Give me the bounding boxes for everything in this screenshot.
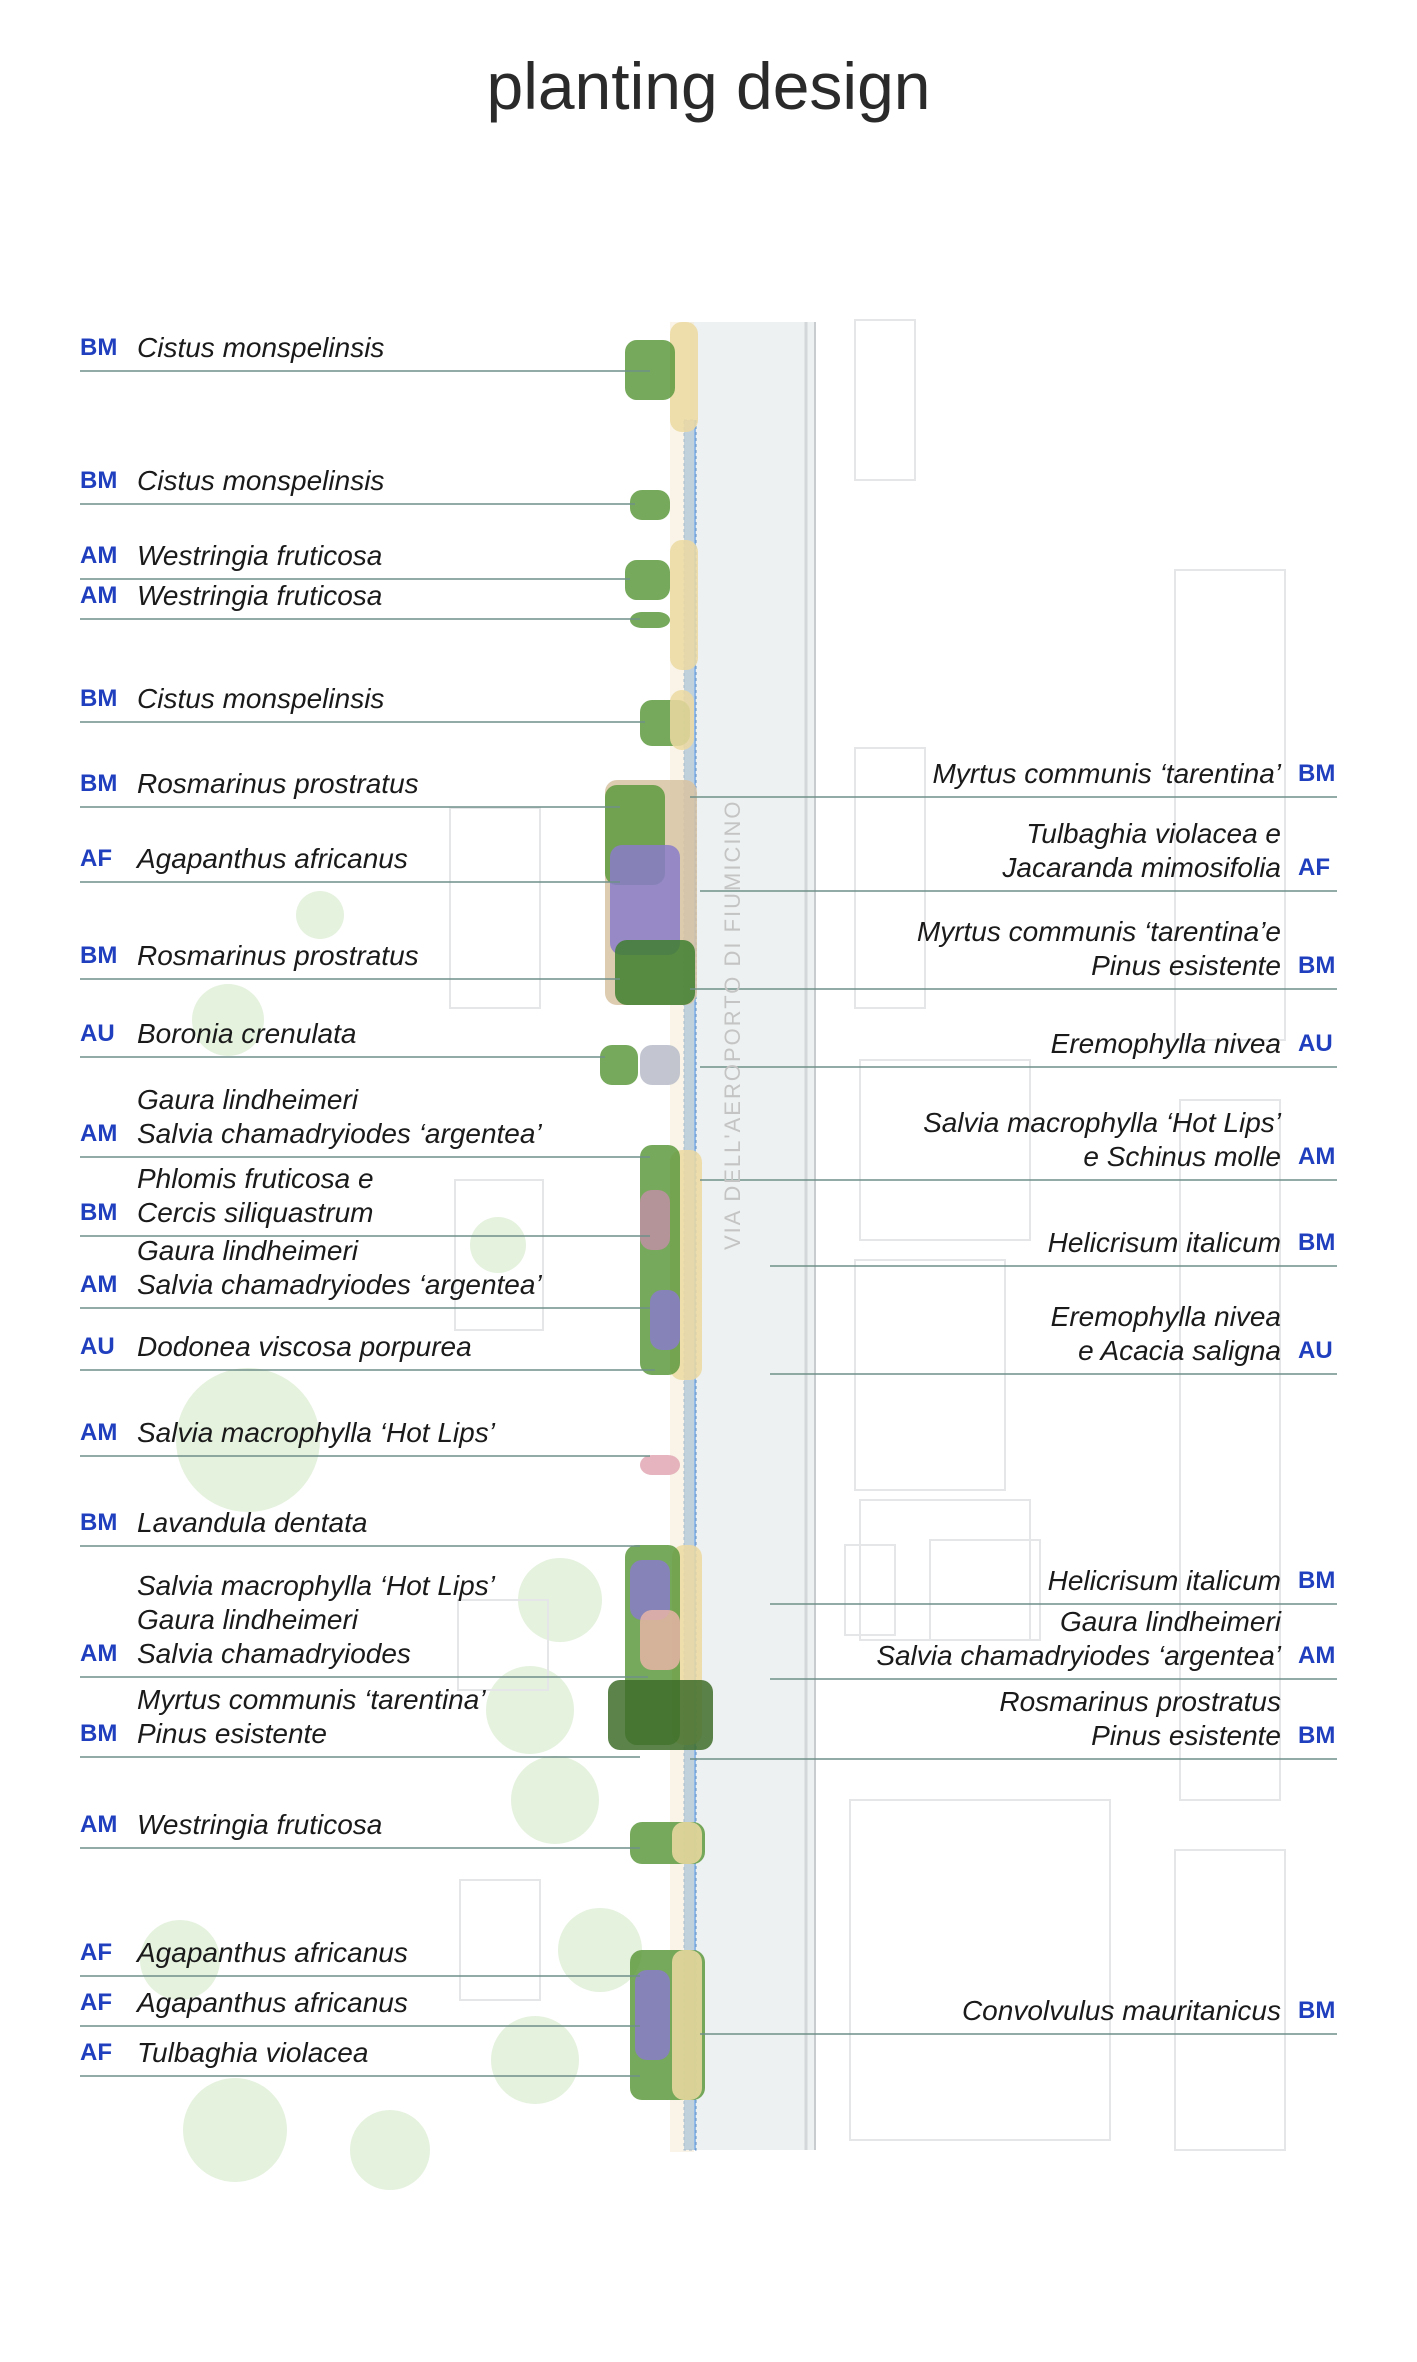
planting-bed [672,1822,702,1864]
plant-name-right: e Acacia saligna [1078,1335,1281,1366]
plant-name-right: Myrtus communis ‘tarentina’e [916,916,1281,947]
planting-code-left: BM [80,1199,118,1226]
plant-name-left: Westringia fruticosa [137,580,383,611]
planting-code-right: BM [1298,1567,1336,1594]
plant-name-right: Salvia chamadryiodes ‘argentea’ [876,1640,1281,1671]
page-title: planting design [486,49,931,123]
planting-bed [670,690,694,750]
plant-name-right: Helicrisum italicum [1047,1227,1281,1258]
plant-name-left: Salvia macrophylla ‘Hot Lips’ [137,1570,495,1601]
planting-code-left: AM [80,1271,118,1298]
planting-code-left: BM [80,467,118,494]
planting-code-right: BM [1298,1229,1336,1256]
plant-name-left: Boronia crenulata [137,1018,357,1049]
ghost-tree [486,1666,574,1754]
planting-code-left: AM [80,1120,118,1147]
planting-bed [625,340,675,400]
plant-name-left: Salvia chamadryiodes ‘argentea’ [137,1269,542,1300]
plant-name-left: Gaura lindheimeri [137,1084,358,1115]
plant-name-right: Eremophylla nivea [1050,1028,1281,1059]
ghost-building [460,1880,540,2000]
planting-bed [608,1680,713,1750]
plant-name-right: Pinus esistente [1091,1720,1281,1751]
ghost-building [855,320,915,480]
plant-name-left: Westringia fruticosa [137,1809,383,1840]
planting-code-right: AU [1298,1337,1333,1364]
plant-name-left: Agapanthus africanus [137,1937,408,1968]
planting-code-right: BM [1298,1722,1336,1749]
road-surface [690,322,815,2150]
planting-code-right: AF [1298,854,1330,881]
planting-bed [600,1045,638,1085]
ghost-building [845,1545,895,1635]
planting-code-right: AM [1298,1143,1336,1170]
plant-name-left: Cistus monspelinsis [137,683,385,714]
planting-bed [650,1290,680,1350]
ghost-building [850,1800,1110,2140]
ghost-tree [350,2110,430,2190]
planting-code-left: BM [80,1720,118,1747]
plant-name-right: Gaura lindheimeri [1060,1606,1281,1637]
plant-name-left: Gaura lindheimeri [137,1604,358,1635]
plant-name-left: Cistus monspelinsis [137,332,385,363]
planting-code-left: BM [80,1509,118,1536]
plant-name-left: Rosmarinus prostratus [137,768,419,799]
planting-code-right: BM [1298,952,1336,979]
plant-name-right: Pinus esistente [1091,950,1281,981]
plant-name-left: Westringia fruticosa [137,540,383,571]
plant-name-left: Rosmarinus prostratus [137,940,419,971]
planting-code-right: AU [1298,1030,1333,1057]
planting-bed [630,612,670,628]
plant-name-left: Tulbaghia violacea [137,2037,369,2068]
ghost-building [855,748,925,1008]
plant-name-right: Tulbaghia violacea e [1026,818,1281,849]
planting-code-left: AF [80,2039,112,2066]
plant-name-left: Salvia macrophylla ‘Hot Lips’ [137,1417,495,1448]
street-name: VIA DELL'AEROPORTO DI FIUMICINO [720,799,745,1250]
plant-name-right: Jacaranda mimosifolia [1002,852,1281,883]
planting-code-left: AM [80,1640,118,1667]
planting-code-left: AM [80,1419,118,1446]
planting-code-left: AF [80,1939,112,1966]
plant-name-left: Cistus monspelinsis [137,465,385,496]
plant-name-right: Helicrisum italicum [1047,1565,1281,1596]
plant-name-left: Lavandula dentata [137,1507,368,1538]
ghost-tree [183,2078,287,2182]
plant-name-left: Pinus esistente [137,1718,327,1749]
planting-code-left: AU [80,1020,115,1047]
plant-name-right: Eremophylla nivea [1050,1301,1281,1332]
ghost-tree [296,891,344,939]
plant-name-right: Myrtus communis ‘tarentina’ [932,758,1281,789]
planting-code-left: BM [80,770,118,797]
planting-code-left: AU [80,1333,115,1360]
planting-bed [615,940,695,1005]
plant-name-right: Salvia macrophylla ‘Hot Lips’ [923,1107,1281,1138]
planting-beds [600,322,713,2100]
planting-code-left: BM [80,942,118,969]
plant-name-left: Agapanthus africanus [137,843,408,874]
planting-bed [640,1610,680,1670]
plant-name-right: e Schinus molle [1083,1141,1281,1172]
ghost-tree [511,1756,599,1844]
planting-bed [630,490,670,520]
plant-name-left: Dodonea viscosa porpurea [137,1331,472,1362]
planting-bed [610,845,680,955]
planting-bed [625,560,670,600]
plant-name-left: Salvia chamadryiodes ‘argentea’ [137,1118,542,1149]
planting-bed [672,1950,702,2100]
plant-name-left: Agapanthus africanus [137,1987,408,2018]
planting-code-right: AM [1298,1642,1336,1669]
plant-name-left: Salvia chamadryiodes [137,1638,411,1669]
planting-bed [640,1190,670,1250]
planting-code-right: BM [1298,1997,1336,2024]
ghost-tree [470,1217,526,1273]
planting-bed [635,1970,670,2060]
ghost-building [450,808,540,1008]
ghost-tree [491,2016,579,2104]
planting-bed [640,1045,680,1085]
ghost-building [930,1540,1040,1640]
planting-code-left: AM [80,542,118,569]
planting-code-left: AF [80,845,112,872]
planting-bed [640,1455,680,1475]
planting-code-left: BM [80,685,118,712]
plant-name-right: Rosmarinus prostratus [999,1686,1281,1717]
planting-code-left: BM [80,334,118,361]
ghost-building [860,1060,1030,1240]
planting-code-right: BM [1298,760,1336,787]
plant-name-left: Phlomis fruticosa e [137,1163,374,1194]
planting-code-left: AM [80,1811,118,1838]
plant-name-left: Myrtus communis ‘tarentina’ [137,1684,486,1715]
ghost-building [860,1500,1030,1640]
plant-name-left: Cercis siliquastrum [137,1197,374,1228]
planting-code-left: AM [80,582,118,609]
planting-code-left: AF [80,1989,112,2016]
plant-name-left: Gaura lindheimeri [137,1235,358,1266]
planting-bed [670,540,698,670]
plant-name-right: Convolvulus mauritanicus [961,1995,1281,2026]
ghost-tree [558,1908,642,1992]
ghost-building [855,1260,1005,1490]
